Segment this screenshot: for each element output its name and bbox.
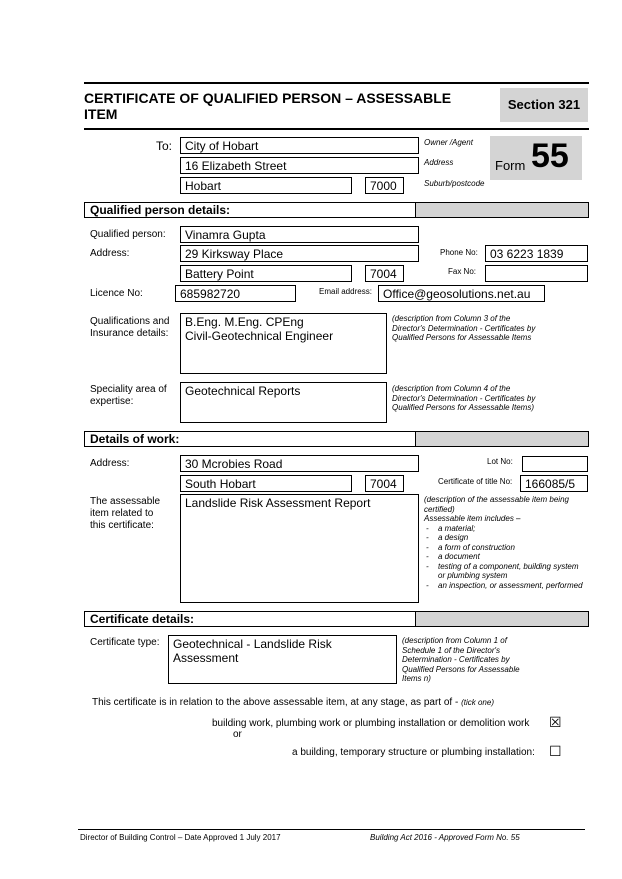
section-label: Section 321 — [507, 97, 581, 112]
speciality-note: (description from Column 4 of the Director's Determination - Certificates by Qualified Persons for Assessable Items) — [392, 384, 536, 412]
item-note — [424, 495, 584, 590]
speciality-field[interactable]: Geotechnical Reports — [180, 382, 387, 423]
footer-rule — [78, 829, 585, 830]
list-item: - a document — [424, 552, 584, 562]
email-label: Email address: — [319, 287, 372, 296]
item-field[interactable]: Landslide Risk Assessment Report — [180, 494, 419, 603]
quals-field[interactable]: B.Eng. M.Eng. CPEng Civil-Geotechnical Engineer — [180, 313, 387, 374]
list-item: - a form of construction — [424, 543, 584, 553]
cert-type-label: Certificate type: — [90, 637, 160, 648]
licence-field[interactable]: 685982720 — [175, 285, 296, 302]
form-badge — [490, 136, 582, 180]
phone-field[interactable]: 03 6223 1839 — [485, 245, 588, 262]
form-number: 55 — [531, 137, 569, 175]
fax-field[interactable] — [485, 265, 588, 282]
qualified-heading: Qualified person details: — [90, 203, 231, 217]
option2-checkbox[interactable]: ☐ — [549, 743, 562, 759]
includes-list — [424, 524, 584, 591]
work-heading: Details of work: — [90, 432, 180, 446]
relation-statement: This certificate is in relation to the above assessable item, at any stage, as part of - — [92, 697, 459, 708]
suburb-postcode-label: Suburb/postcode — [424, 179, 485, 188]
section-shade — [415, 432, 588, 446]
speciality-label: Speciality area of expertise: — [90, 384, 167, 407]
quals-label: Qualifications and Insurance details: — [90, 316, 170, 339]
certificate-heading: Certificate details: — [90, 612, 195, 626]
qualified-section-header — [84, 202, 589, 218]
cert-type-note: (description from Column 1 of Schedule 1 of the Director's Determination - Certificates by Qualified Persons for Assessable Items n) — [402, 636, 520, 683]
header-top-rule — [84, 82, 589, 84]
relation-text — [92, 697, 494, 708]
title-field[interactable]: 166085/5 — [520, 475, 588, 492]
item-label: The assessable item related to this certificate: — [90, 496, 161, 531]
to-name-field[interactable]: City of Hobart — [180, 137, 419, 154]
form-word: Form — [495, 158, 526, 173]
fax-label: Fax No: — [448, 267, 477, 276]
qp-address-field[interactable]: 29 Kirksway Place — [180, 245, 419, 262]
tick-note: (tick one) — [461, 698, 494, 707]
lot-label: Lot No: — [487, 457, 513, 466]
email-field[interactable]: Office@geosolutions.net.au — [378, 285, 545, 302]
list-item: - testing of a component, building system or plumbing system — [424, 562, 584, 581]
work-address-field[interactable]: 30 Mcrobies Road — [180, 455, 419, 472]
qp-address-label: Address: — [90, 248, 130, 259]
to-suburb-field[interactable]: Hobart — [180, 177, 352, 194]
qp-suburb-field[interactable]: Battery Point — [180, 265, 352, 282]
work-section-header — [84, 431, 589, 447]
certificate-section-header — [84, 611, 589, 627]
footer-left: Director of Building Control – Date Approved 1 July 2017 — [80, 833, 281, 842]
option2-label: a building, temporary structure or plumbing installation: — [292, 747, 535, 758]
includes-label: Assessable item includes – — [424, 514, 521, 523]
page-title: CERTIFICATE OF QUALIFIED PERSON – ASSESSABLE ITEM — [84, 90, 452, 122]
to-address-field[interactable]: 16 Elizabeth Street — [180, 157, 419, 174]
header-bottom-rule — [84, 128, 589, 130]
option1-checkbox[interactable]: ☒ — [549, 714, 562, 730]
footer-right: Building Act 2016 - Approved Form No. 55 — [370, 833, 520, 842]
list-item: - a design — [424, 533, 584, 543]
work-address-label: Address: — [90, 458, 130, 469]
qualified-person-field[interactable]: Vinamra Gupta — [180, 226, 419, 243]
quals-note: (description from Column 3 of the Director's Determination - Certificates by Qualified Persons for Assessable Items — [392, 314, 536, 342]
or-text: or — [233, 729, 242, 740]
section-shade — [415, 612, 588, 626]
to-label: To: — [156, 139, 173, 153]
address-label: Address — [424, 158, 454, 167]
option1-label: building work, plumbing work or plumbing installation or demolition work — [212, 718, 530, 729]
work-suburb-field[interactable]: South Hobart — [180, 475, 352, 492]
qp-postcode-field[interactable]: 7004 — [365, 265, 404, 282]
licence-label: Licence No: — [90, 288, 143, 299]
section-badge — [500, 88, 588, 122]
title-label: Certificate of title No: — [438, 477, 513, 486]
phone-label: Phone No: — [440, 248, 478, 257]
lot-field[interactable] — [522, 456, 588, 472]
qualified-person-label: Qualified person: — [90, 229, 166, 240]
owner-agent-label: Owner /Agent — [424, 138, 473, 147]
work-postcode-field[interactable]: 7004 — [365, 475, 404, 492]
cert-type-field[interactable]: Geotechnical - Landslide Risk Assessment — [168, 635, 397, 684]
list-item: - an inspection, or assessment, performed — [424, 581, 584, 591]
to-postcode-field[interactable]: 7000 — [365, 177, 404, 194]
section-shade — [415, 203, 588, 217]
list-item: - a material; — [424, 524, 584, 534]
item-note-text: (description of the assessable item being certified) — [424, 495, 569, 514]
